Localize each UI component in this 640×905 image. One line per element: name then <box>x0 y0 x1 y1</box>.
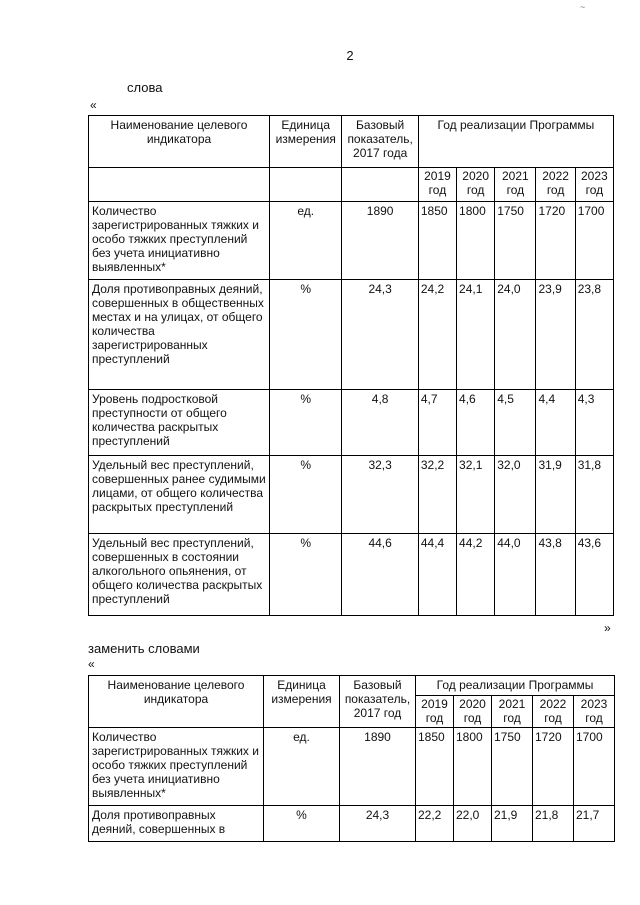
indicator-base: 32,3 <box>342 456 418 534</box>
indicator-value: 4,5 <box>495 390 536 456</box>
section2-open-quote: « <box>88 657 95 671</box>
indicator-value: 31,8 <box>575 456 613 534</box>
indicator-value: 1800 <box>454 728 492 806</box>
indicator-unit: % <box>270 390 342 456</box>
indicator-value: 44,0 <box>495 534 536 616</box>
indicator-base: 1890 <box>340 728 416 806</box>
indicator-name: Количество зарегистрированных тяжких и особо тяжких преступлений без учета инициативно выявленных* <box>89 202 270 280</box>
indicator-value: 21,7 <box>574 806 615 842</box>
header-year: 2020 год <box>454 696 492 728</box>
header-year: 2022 год <box>536 168 575 202</box>
corner-mark: ~ <box>580 2 586 12</box>
indicator-value: 1850 <box>418 202 456 280</box>
table-row <box>89 280 614 390</box>
indicator-unit: ед. <box>270 202 342 280</box>
indicator-value: 22,0 <box>454 806 492 842</box>
header-year: 2022 год <box>533 696 574 728</box>
indicator-value: 4,3 <box>575 390 613 456</box>
indicator-value: 4,7 <box>418 390 456 456</box>
header-indicator-name: Наименование целевого индикатора <box>89 676 264 728</box>
page-number: 2 <box>346 48 354 63</box>
indicator-value: 1750 <box>492 728 533 806</box>
indicator-value: 22,2 <box>416 806 454 842</box>
header-year: 2021 год <box>492 696 533 728</box>
header-years-group: Год реализации Программы <box>418 116 613 168</box>
indicator-value: 43,8 <box>536 534 575 616</box>
indicator-unit: % <box>270 456 342 534</box>
header-year: 2020 год <box>457 168 495 202</box>
indicator-name: Уровень подростковой преступности от общего количества раскрытых преступлений <box>89 390 270 456</box>
header-year: 2023 год <box>575 168 613 202</box>
indicator-name: Количество зарегистрированных тяжких и особо тяжких преступлений без учета инициативно выявленных* <box>89 728 264 806</box>
table-row <box>89 390 614 456</box>
indicator-value: 4,6 <box>457 390 495 456</box>
table-row <box>89 806 615 842</box>
indicator-unit: % <box>264 806 340 842</box>
indicator-value: 23,8 <box>575 280 613 390</box>
indicator-value: 44,2 <box>457 534 495 616</box>
section1-heading: слова <box>127 80 163 95</box>
section1-open-quote: « <box>90 98 97 112</box>
indicator-value: 1720 <box>536 202 575 280</box>
header-year: 2021 год <box>495 168 536 202</box>
header-base-value: Базовый показатель, 2017 год <box>340 676 416 728</box>
indicator-value: 31,9 <box>536 456 575 534</box>
header-unit: Единица измерения <box>270 116 342 168</box>
indicator-name: Доля противоправных деяний, совершенных в <box>89 806 264 842</box>
indicator-base: 24,3 <box>340 806 416 842</box>
table-row <box>89 534 614 616</box>
indicator-value: 44,4 <box>418 534 456 616</box>
indicator-name: Удельный вес преступлений, совершенных в состоянии алкогольного опьянения, от общего количества раскрытых преступлений <box>89 534 270 616</box>
indicator-value: 1800 <box>457 202 495 280</box>
indicator-base: 1890 <box>342 202 418 280</box>
header-year: 2019 год <box>416 696 454 728</box>
indicator-name: Удельный вес преступлений, совершенных ранее судимыми лицами, от общего количества раскрытых преступлений <box>89 456 270 534</box>
indicator-value: 21,8 <box>533 806 574 842</box>
indicator-base: 4,8 <box>342 390 418 456</box>
indicator-value: 24,0 <box>495 280 536 390</box>
indicator-value: 43,6 <box>575 534 613 616</box>
indicator-unit: ед. <box>264 728 340 806</box>
indicator-value: 24,1 <box>457 280 495 390</box>
table-row <box>89 202 614 280</box>
header-unit: Единица измерения <box>264 676 340 728</box>
header-year: 2019 год <box>418 168 456 202</box>
indicator-unit: % <box>270 280 342 390</box>
indicator-base: 24,3 <box>342 280 418 390</box>
header-years-group: Год реализации Программы <box>416 676 615 696</box>
indicator-value: 32,0 <box>495 456 536 534</box>
indicator-value: 1720 <box>533 728 574 806</box>
indicator-name: Доля противоправных деяний, совершенных в общественных местах и на улицах, от общего количества зарегистрированных преступлений <box>89 280 270 390</box>
indicator-value: 1700 <box>574 728 615 806</box>
indicators-table-replacement <box>88 675 615 842</box>
header-base-value: Базовый показатель, 2017 года <box>342 116 418 168</box>
indicator-value: 32,1 <box>457 456 495 534</box>
header-indicator-name: Наименование целевого индикатора <box>89 116 270 168</box>
section1-close-quote: » <box>604 621 611 635</box>
indicators-table-original <box>88 115 614 616</box>
indicator-value: 32,2 <box>418 456 456 534</box>
indicator-value: 4,4 <box>536 390 575 456</box>
indicator-value: 1750 <box>495 202 536 280</box>
indicator-value: 1850 <box>416 728 454 806</box>
indicator-value: 24,2 <box>418 280 456 390</box>
section2-heading: заменить словами <box>88 641 200 656</box>
indicator-value: 21,9 <box>492 806 533 842</box>
indicator-value: 1700 <box>575 202 613 280</box>
indicator-unit: % <box>270 534 342 616</box>
header-year: 2023 год <box>574 696 615 728</box>
indicator-base: 44,6 <box>342 534 418 616</box>
table-row <box>89 456 614 534</box>
indicator-value: 23,9 <box>536 280 575 390</box>
table-row <box>89 728 615 806</box>
